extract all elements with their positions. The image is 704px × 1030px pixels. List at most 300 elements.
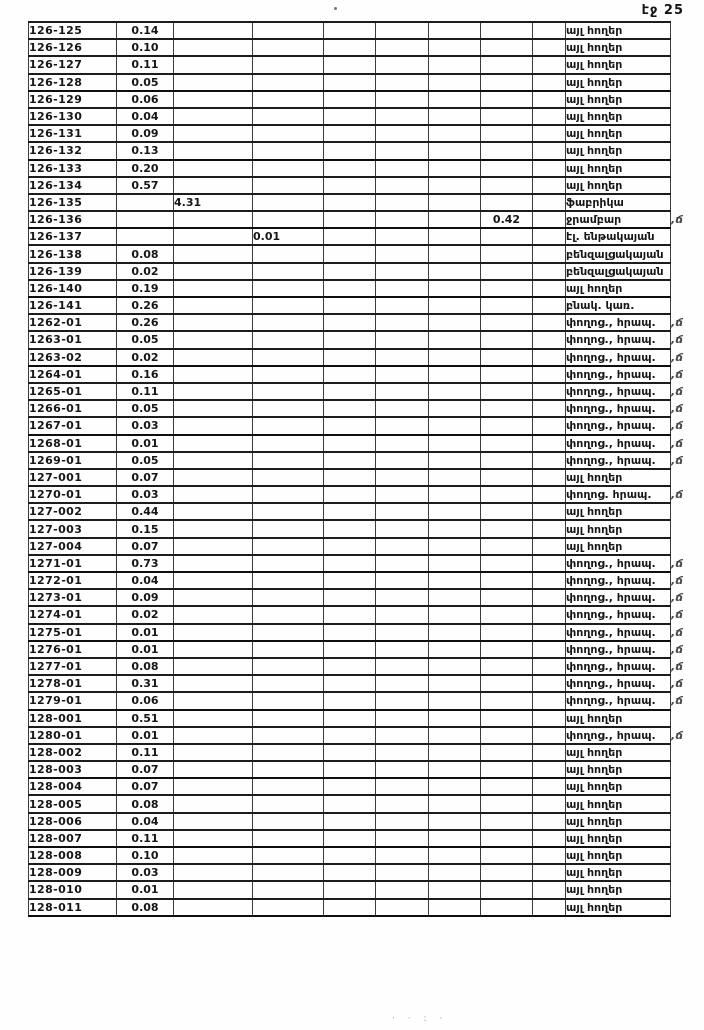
table-row (29, 160, 701, 177)
parcel-id-cell: 126-140 (29, 280, 117, 297)
empty-cell (324, 469, 376, 486)
area-value-cell: 0.04 (117, 572, 174, 589)
col8-value-cell (481, 538, 533, 555)
area-value-cell: 0.08 (117, 795, 174, 812)
col8-value-cell (481, 108, 533, 125)
col4-value-cell (253, 899, 324, 916)
col3-value-cell (174, 452, 253, 469)
parcel-id-cell: 127-001 (29, 469, 117, 486)
land-use-label-cell: այլ հողեր (566, 503, 671, 520)
col8-value-cell (481, 692, 533, 709)
empty-cell (429, 813, 481, 830)
empty-cell (429, 263, 481, 280)
table-row (29, 108, 701, 125)
margin-note (671, 830, 701, 847)
col4-value-cell (253, 452, 324, 469)
empty-cell (533, 727, 566, 744)
col4-value-cell (253, 56, 324, 73)
margin-note (671, 744, 701, 761)
area-value-cell: 0.07 (117, 538, 174, 555)
empty-cell (533, 520, 566, 537)
margin-note (671, 56, 701, 73)
land-use-label-cell: այլ հողեր (566, 778, 671, 795)
margin-note (671, 39, 701, 56)
table-row (29, 297, 701, 314)
empty-cell (324, 881, 376, 898)
empty-cell (324, 658, 376, 675)
empty-cell (533, 589, 566, 606)
parcel-id-cell: 1276-01 (29, 641, 117, 658)
empty-cell (376, 297, 429, 314)
area-value-cell: 0.20 (117, 160, 174, 177)
empty-cell (324, 864, 376, 881)
empty-cell (324, 727, 376, 744)
col4-value-cell (253, 160, 324, 177)
empty-cell (324, 692, 376, 709)
empty-cell (429, 692, 481, 709)
land-use-label-cell: այլ հողեր (566, 710, 671, 727)
margin-note: ,ճ (671, 625, 684, 639)
col8-value-cell (481, 658, 533, 675)
land-use-label-cell: փողոց., հրապ. (566, 417, 671, 434)
land-use-label-cell: փողոց., հրապ. (566, 606, 671, 623)
empty-cell (324, 349, 376, 366)
table-row (29, 503, 701, 520)
land-use-label-cell: բենզալցակայան (566, 263, 671, 280)
col4-value-cell (253, 692, 324, 709)
empty-cell (376, 555, 429, 572)
col4-value-cell (253, 177, 324, 194)
col4-value-cell (253, 520, 324, 537)
area-value-cell: 0.04 (117, 108, 174, 125)
empty-cell (429, 520, 481, 537)
land-use-label-cell: այլ հողեր (566, 177, 671, 194)
col8-value-cell (481, 675, 533, 692)
area-value-cell: 0.11 (117, 383, 174, 400)
area-value-cell: 0.11 (117, 56, 174, 73)
land-use-label-cell: փողոց. հրապ. (566, 486, 671, 503)
margin-note (671, 795, 701, 812)
table-row (29, 211, 701, 228)
parcel-id-cell: 126-126 (29, 39, 117, 56)
empty-cell (429, 125, 481, 142)
col8-value-cell (481, 160, 533, 177)
empty-cell (324, 538, 376, 555)
col3-value-cell (174, 572, 253, 589)
col3-value-cell (174, 417, 253, 434)
col3-value-cell (174, 555, 253, 572)
empty-cell (429, 74, 481, 91)
margin-note (671, 864, 701, 881)
parcel-id-cell: 1263-01 (29, 331, 117, 348)
col3-value-cell (174, 795, 253, 812)
col3-value-cell (174, 538, 253, 555)
empty-cell (376, 314, 429, 331)
empty-cell (376, 74, 429, 91)
margin-note (671, 91, 701, 108)
parcel-id-cell: 126-134 (29, 177, 117, 194)
table-row (29, 761, 701, 778)
parcel-id-cell: 128-003 (29, 761, 117, 778)
col8-value-cell (481, 761, 533, 778)
land-use-label-cell: փողոց., հրապ. (566, 624, 671, 641)
empty-cell (429, 417, 481, 434)
page-number-label: էջ 25 (641, 3, 684, 18)
col8-value-cell (481, 555, 533, 572)
land-use-label-cell: այլ հողեր (566, 830, 671, 847)
empty-cell (533, 813, 566, 830)
empty-cell (376, 795, 429, 812)
table-row (29, 589, 701, 606)
empty-cell (533, 280, 566, 297)
table-row (29, 572, 701, 589)
col8-value-cell (481, 606, 533, 623)
land-use-label-cell: այլ հողեր (566, 899, 671, 916)
empty-cell (376, 710, 429, 727)
area-value-cell: 0.01 (117, 881, 174, 898)
empty-cell (429, 22, 481, 39)
col3-value-cell: 4.31 (174, 194, 253, 211)
land-use-label-cell: փողոց., հրապ. (566, 555, 671, 572)
land-use-label-cell: այլ հողեր (566, 91, 671, 108)
empty-cell (533, 108, 566, 125)
empty-cell (533, 125, 566, 142)
col4-value-cell (253, 211, 324, 228)
empty-cell (324, 452, 376, 469)
col3-value-cell (174, 280, 253, 297)
margin-note: ,ճ (671, 694, 684, 708)
margin-note (671, 74, 701, 91)
col8-value-cell (481, 263, 533, 280)
empty-cell (429, 881, 481, 898)
land-use-label-cell: բնակ. կառ. (566, 297, 671, 314)
area-value-cell: 0.07 (117, 778, 174, 795)
table-row (29, 383, 701, 400)
parcel-id-cell: 1262-01 (29, 314, 117, 331)
col4-value-cell (253, 795, 324, 812)
table-row (29, 469, 701, 486)
land-use-label-cell: փողոց., հրապ. (566, 400, 671, 417)
col8-value-cell (481, 469, 533, 486)
col3-value-cell (174, 366, 253, 383)
land-use-label-cell: փողոց., հրապ. (566, 452, 671, 469)
empty-cell (533, 847, 566, 864)
empty-cell (533, 435, 566, 452)
empty-cell (376, 675, 429, 692)
col8-value-cell (481, 830, 533, 847)
empty-cell (429, 194, 481, 211)
empty-cell (429, 142, 481, 159)
empty-cell (376, 228, 429, 245)
parcel-id-cell: 126-135 (29, 194, 117, 211)
margin-note (671, 263, 701, 280)
empty-cell (376, 331, 429, 348)
land-use-label-cell: այլ հողեր (566, 142, 671, 159)
table-row (29, 744, 701, 761)
land-use-label-cell: փողոց., հրապ. (566, 572, 671, 589)
empty-cell (533, 245, 566, 262)
col3-value-cell (174, 400, 253, 417)
margin-note: ,ճ (671, 591, 684, 605)
table-row (29, 142, 701, 159)
area-value-cell: 0.13 (117, 142, 174, 159)
col8-value-cell (481, 177, 533, 194)
col4-value-cell (253, 280, 324, 297)
col4-value-cell (253, 675, 324, 692)
empty-cell (533, 400, 566, 417)
col3-value-cell (174, 177, 253, 194)
empty-cell (429, 710, 481, 727)
empty-cell (533, 572, 566, 589)
margin-note (671, 297, 701, 314)
col4-value-cell (253, 761, 324, 778)
empty-cell (376, 280, 429, 297)
margin-note: ,ճ (671, 453, 684, 467)
land-use-label-cell: այլ հողեր (566, 881, 671, 898)
col8-value-cell (481, 624, 533, 641)
empty-cell (376, 692, 429, 709)
empty-cell (429, 486, 481, 503)
area-value-cell: 0.11 (117, 830, 174, 847)
margin-note (671, 899, 701, 916)
empty-cell (533, 710, 566, 727)
empty-cell (376, 606, 429, 623)
empty-cell (324, 641, 376, 658)
margin-note: ,ճ (671, 367, 684, 381)
empty-cell (324, 503, 376, 520)
parcel-id-cell: 1273-01 (29, 589, 117, 606)
col3-value-cell (174, 108, 253, 125)
area-value-cell: 0.11 (117, 744, 174, 761)
table-row (29, 91, 701, 108)
empty-cell (429, 435, 481, 452)
col3-value-cell (174, 744, 253, 761)
empty-cell (324, 710, 376, 727)
empty-cell (533, 91, 566, 108)
empty-cell (533, 39, 566, 56)
empty-cell (429, 899, 481, 916)
empty-cell (533, 795, 566, 812)
land-use-label-cell: այլ հողեր (566, 74, 671, 91)
empty-cell (429, 830, 481, 847)
col4-value-cell (253, 245, 324, 262)
margin-note: ,ճ (671, 333, 684, 347)
area-value-cell: 0.02 (117, 606, 174, 623)
table-row (29, 692, 701, 709)
parcel-id-cell: 128-008 (29, 847, 117, 864)
empty-cell (324, 263, 376, 280)
table-row (29, 263, 701, 280)
col3-value-cell (174, 39, 253, 56)
area-value-cell (117, 194, 174, 211)
margin-note (671, 520, 701, 537)
margin-note: ,ճ (671, 574, 684, 588)
empty-cell (324, 125, 376, 142)
area-value-cell: 0.05 (117, 331, 174, 348)
col4-value-cell (253, 486, 324, 503)
table-row (29, 435, 701, 452)
area-value-cell: 0.16 (117, 366, 174, 383)
table-row (29, 400, 701, 417)
parcel-id-cell: 126-128 (29, 74, 117, 91)
empty-cell (533, 606, 566, 623)
area-value-cell: 0.10 (117, 847, 174, 864)
empty-cell (429, 727, 481, 744)
col3-value-cell (174, 211, 253, 228)
margin-note (671, 245, 701, 262)
margin-note: ,ճ (671, 436, 684, 450)
area-value-cell: 0.44 (117, 503, 174, 520)
empty-cell (324, 383, 376, 400)
empty-cell (533, 297, 566, 314)
empty-cell (533, 486, 566, 503)
col4-value-cell (253, 297, 324, 314)
col8-value-cell (481, 314, 533, 331)
table-row (29, 606, 701, 623)
area-value-cell: 0.05 (117, 400, 174, 417)
col8-value-cell (481, 22, 533, 39)
land-use-label-cell: այլ հողեր (566, 744, 671, 761)
table-row (29, 899, 701, 916)
table-row (29, 177, 701, 194)
margin-note: ,ճ (671, 350, 684, 364)
empty-cell (533, 692, 566, 709)
col4-value-cell (253, 142, 324, 159)
col8-value-cell (481, 349, 533, 366)
area-value-cell: 0.10 (117, 39, 174, 56)
empty-cell (376, 349, 429, 366)
empty-cell (324, 813, 376, 830)
land-use-label-cell: այլ հողեր (566, 795, 671, 812)
empty-cell (324, 280, 376, 297)
col8-value-cell (481, 39, 533, 56)
empty-cell (429, 624, 481, 641)
area-value-cell (117, 228, 174, 245)
margin-note (671, 503, 701, 520)
margin-note (671, 194, 701, 211)
col3-value-cell (174, 778, 253, 795)
land-use-label-cell: այլ հողեր (566, 280, 671, 297)
col3-value-cell (174, 160, 253, 177)
empty-cell (533, 830, 566, 847)
land-use-label-cell: այլ հողեր (566, 520, 671, 537)
empty-cell (324, 331, 376, 348)
empty-cell (324, 108, 376, 125)
col8-value-cell (481, 486, 533, 503)
parcel-id-cell: 1274-01 (29, 606, 117, 623)
col8-value-cell (481, 813, 533, 830)
land-use-label-cell: այլ հողեր (566, 39, 671, 56)
empty-cell (324, 572, 376, 589)
col3-value-cell (174, 125, 253, 142)
empty-cell (324, 245, 376, 262)
col4-value-cell (253, 366, 324, 383)
empty-cell (533, 658, 566, 675)
col8-value-cell (481, 572, 533, 589)
empty-cell (376, 520, 429, 537)
parcel-id-cell: 126-131 (29, 125, 117, 142)
empty-cell (533, 263, 566, 280)
empty-cell (533, 624, 566, 641)
margin-note (671, 778, 701, 795)
land-use-label-cell: այլ հողեր (566, 847, 671, 864)
empty-cell (429, 228, 481, 245)
parcel-table (28, 21, 701, 917)
land-use-label-cell: փողոց., հրապ. (566, 435, 671, 452)
col8-value-cell (481, 297, 533, 314)
col8-value-cell (481, 589, 533, 606)
col8-value-cell (481, 864, 533, 881)
col8-value-cell (481, 331, 533, 348)
empty-cell (376, 469, 429, 486)
land-use-label-cell: փողոց., հրապ. (566, 727, 671, 744)
col3-value-cell (174, 624, 253, 641)
empty-cell (533, 864, 566, 881)
margin-note: ,ճ (671, 660, 684, 674)
area-value-cell: 0.02 (117, 349, 174, 366)
empty-cell (376, 125, 429, 142)
empty-cell (429, 211, 481, 228)
col3-value-cell (174, 761, 253, 778)
empty-cell (376, 177, 429, 194)
col4-value-cell (253, 606, 324, 623)
col4-value-cell (253, 830, 324, 847)
empty-cell (533, 142, 566, 159)
empty-cell (324, 22, 376, 39)
col4-value-cell (253, 572, 324, 589)
table-row (29, 125, 701, 142)
parcel-id-cell: 127-004 (29, 538, 117, 555)
empty-cell (376, 160, 429, 177)
parcel-id-cell: 126-125 (29, 22, 117, 39)
empty-cell (324, 830, 376, 847)
empty-cell (533, 74, 566, 91)
table-row (29, 830, 701, 847)
col3-value-cell (174, 331, 253, 348)
empty-cell (376, 245, 429, 262)
empty-cell (324, 194, 376, 211)
col3-value-cell (174, 228, 253, 245)
area-value-cell: 0.03 (117, 864, 174, 881)
empty-cell (376, 211, 429, 228)
area-value-cell: 0.03 (117, 486, 174, 503)
empty-cell (533, 349, 566, 366)
parcel-id-cell: 126-141 (29, 297, 117, 314)
col4-value-cell (253, 22, 324, 39)
margin-note (671, 125, 701, 142)
empty-cell (376, 727, 429, 744)
empty-cell (429, 160, 481, 177)
area-value-cell (117, 211, 174, 228)
empty-cell (429, 864, 481, 881)
parcel-id-cell: 128-005 (29, 795, 117, 812)
col3-value-cell (174, 606, 253, 623)
empty-cell (533, 641, 566, 658)
col3-value-cell (174, 520, 253, 537)
empty-cell (429, 91, 481, 108)
col4-value-cell (253, 744, 324, 761)
parcel-id-cell: 128-011 (29, 899, 117, 916)
col3-value-cell (174, 813, 253, 830)
table-row (29, 864, 701, 881)
empty-cell (376, 263, 429, 280)
area-value-cell: 0.26 (117, 314, 174, 331)
margin-note (671, 813, 701, 830)
empty-cell (429, 245, 481, 262)
empty-cell (324, 160, 376, 177)
margin-note (671, 142, 701, 159)
empty-cell (533, 160, 566, 177)
